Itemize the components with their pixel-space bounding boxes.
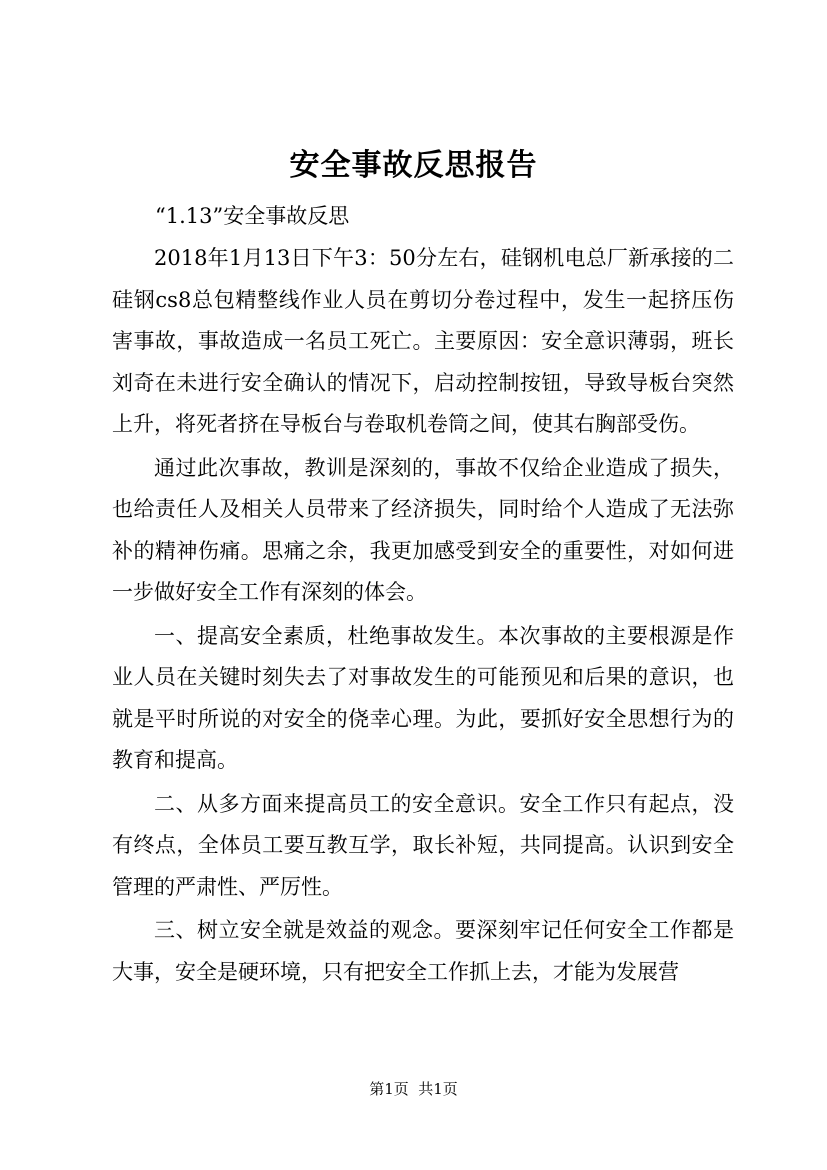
document-body	[112, 238, 734, 995]
paragraph-lessons: 通过此次事故，教训是深刻的，事故不仅给企业造成了损失，也给责任人及相关人员带来了经济损失，同时给个人造成了无法弥补的精神伤痛。思痛之余，我更加感受到安全的重要性，对如何进一步做好安全工作有深刻的体会。	[112, 455, 734, 604]
page-footer	[0, 1078, 827, 1099]
paragraph-point-one: 一、提高安全素质，杜绝事故发生。本次事故的主要根源是作业人员在关键时刻失去了对事故发生的可能预见和后果的意识，也就是平时所说的对安全的侥幸心理。为此，要抓好安全思想行为的教育和提高。	[112, 623, 734, 772]
paragraph-point-two: 二、从多方面来提高员工的安全意识。安全工作只有起点，没有终点，全体员工要互教互学，取长补短，共同提高。认识到安全管理的严肃性、严厉性。	[112, 791, 734, 899]
paragraph-incident: 2018年1月13日下午3：50分左右，硅钢机电总厂新承接的二硅钢cs8总包精整线作业人员在剪切分卷过程中，发生一起挤压伤害事故，事故造成一名员工死亡。主要原因：安全意识薄弱，班长刘奇在未进行安全确认的情况下，启动控制按钮，导致导板台突然上升，将死者挤在导板台与卷取机卷筒之间，使其右胸部受伤。	[112, 246, 734, 436]
document-title: 安全事故反思报告	[289, 148, 538, 183]
paragraph-point-three: 三、树立安全就是效益的观念。要深刻牢记任何安全工作都是大事，安全是硬环境，只有把安全工作抓上去，才能为发展营	[112, 918, 734, 984]
page-number: 第1页 共1页	[369, 1080, 458, 1098]
document-subtitle: “1.13”安全事故反思	[155, 204, 350, 228]
